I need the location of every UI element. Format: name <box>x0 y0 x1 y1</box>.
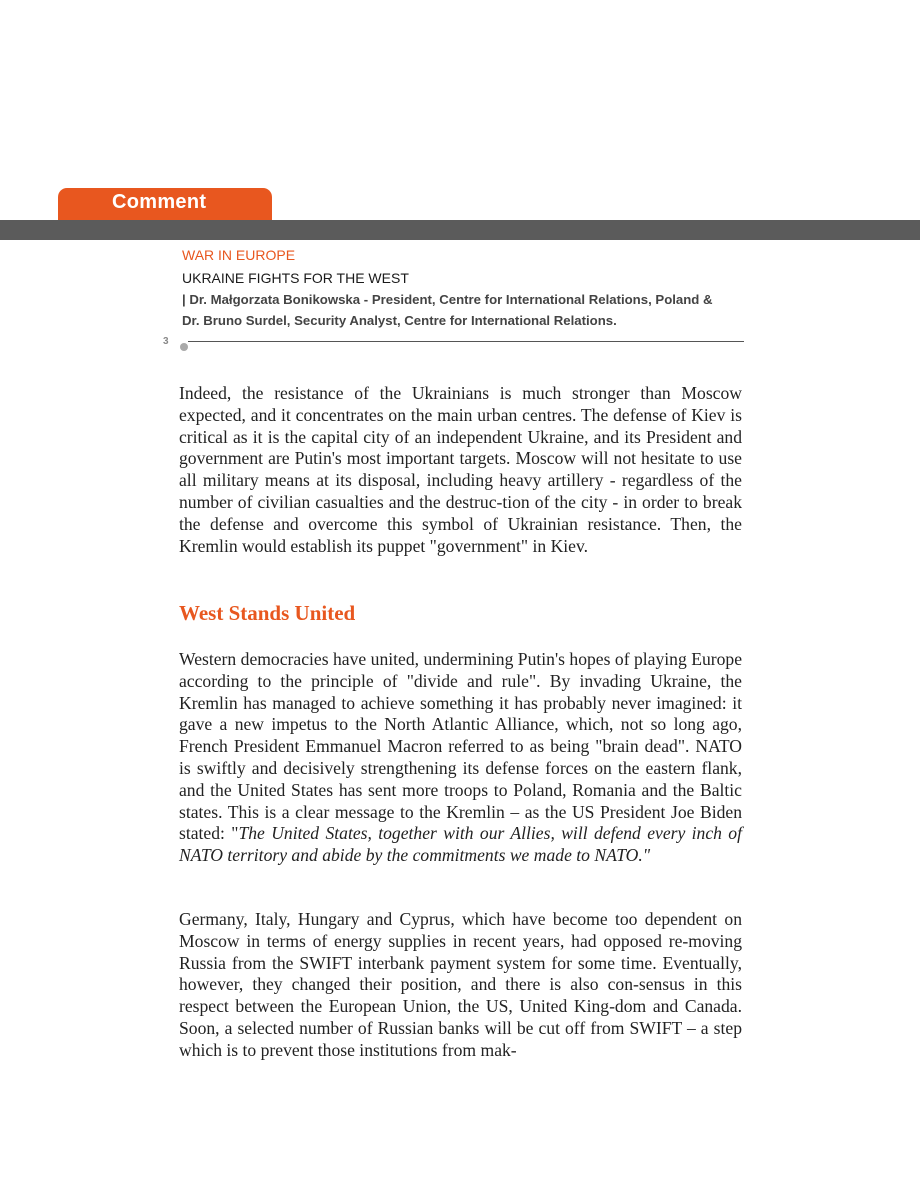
paragraph-3: Germany, Italy, Hungary and Cyprus, which have become too dependent on Moscow in terms of energy supplies in recent years, had opposed re-moving Russia from the SWIFT interbank payment system for some time. Eventually, however, they changed their position, and there is also con-sensus in this respect between the European Union, the US, United King-dom and Canada. Soon, a selected number of Russian banks will be cut off from SWIFT – a step which is to prevent those institutions from mak- <box>179 909 742 1060</box>
section-tab-label: Comment <box>112 191 207 213</box>
paragraph-2 <box>179 649 742 867</box>
header-rule <box>188 341 744 342</box>
biden-quote: The United States, together with our Allies, will defend every inch of NATO territory and abide by the commitments we made to NATO." <box>179 823 742 866</box>
author-line-1: | Dr. Małgorzata Bonikowska - President, Centre for International Relations, Poland & <box>182 292 713 307</box>
paragraph-1: Indeed, the resistance of the Ukrainians is much stronger than Moscow expected, and it concentrates on the main urban centres. The defense of Kiev is critical as it is the capital city of an independent Ukraine, and its President and government are Putin's most important targets. Moscow will not hesitate to use all military means at its disposal, including heavy artillery - regardless of the number of civilian casualties and the destruc-tion of the city - in order to break the defense and overcome this symbol of Ukrainian resistance. Then, the Kremlin would establish its puppet "government" in Kiev. <box>179 383 742 556</box>
page-number: 3 <box>163 336 169 347</box>
header-bar <box>0 220 920 240</box>
article-title: UKRAINE FIGHTS FOR THE WEST <box>182 270 409 286</box>
section-tab <box>58 188 272 220</box>
rule-dot <box>180 343 188 351</box>
subheading: West Stands United <box>179 601 356 625</box>
author-line-2: Dr. Bruno Surdel, Security Analyst, Centre for International Relations. <box>182 313 617 328</box>
paragraph-2-text: Western democracies have united, undermining Putin's hopes of playing Europe according to the principle of "divide and rule". By invading Ukraine, the Kremlin has managed to achieve something it has probably never imagined: it gave a new impetus to the North Atlantic Alliance, which, not so long ago, French President Emmanuel Macron referred to as being "brain dead". NATO is swiftly and decisively strengthening its defense forces on the eastern flank, and the United States has sent more troops to Poland, Romania and the Baltic states. This is a clear message to the Kremlin – as the US President Joe Biden stated: " <box>179 649 742 844</box>
section-label: WAR IN EUROPE <box>182 247 296 263</box>
